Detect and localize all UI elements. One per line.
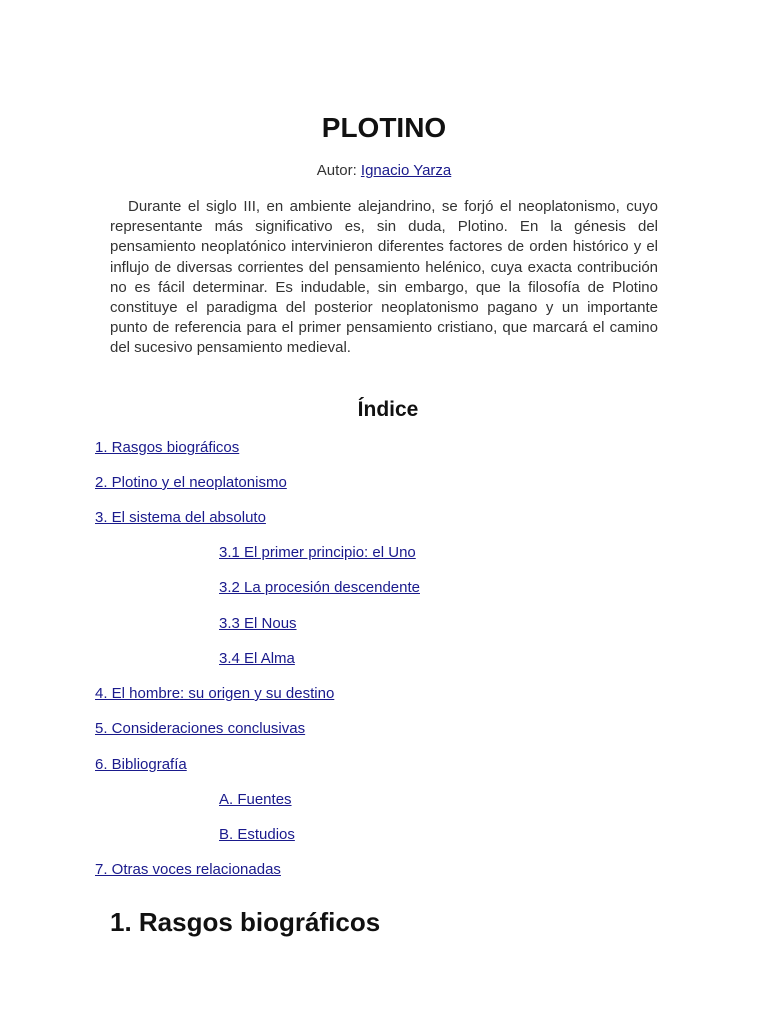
toc-link-primer-principio[interactable]: 3.1 El primer principio: el Uno bbox=[219, 544, 416, 561]
author-line bbox=[0, 160, 768, 182]
toc-item bbox=[95, 438, 239, 458]
section-heading: 1. Rasgos biográficos bbox=[110, 907, 381, 937]
toc-item bbox=[95, 860, 281, 880]
toc-item bbox=[219, 790, 292, 810]
toc-link-alma[interactable]: 3.4 El Alma bbox=[219, 650, 295, 667]
toc-item bbox=[219, 578, 420, 598]
toc-link-consideraciones-conclusivas[interactable]: 5. Consideraciones conclusivas bbox=[95, 720, 306, 737]
toc-item bbox=[95, 719, 305, 739]
toc-item bbox=[219, 649, 295, 669]
toc-link-estudios[interactable]: B. Estudios bbox=[219, 826, 295, 843]
author-link[interactable]: Ignacio Yarza bbox=[360, 162, 452, 179]
toc-link-procesion-descendente[interactable]: 3.2 La procesión descendente bbox=[219, 579, 420, 596]
toc-item bbox=[95, 684, 334, 704]
author-label: Autor: bbox=[316, 162, 361, 179]
intro-paragraph: Durante el siglo III, en ambiente alejandrino, se forjó el neoplatonismo, cuyo representante más significativo es, sin duda, Plotino. En la génesis del pensamiento neoplatónico intervinieron diferentes factores de orden histórico y el influjo de diversas corrientes del pensamiento helénico, cuya exacta contribución no es fácil determinar. Es indudable, sin embargo, que la filosofía de Plotino constituye el paradigma del posterior neoplatonismo pagano y un importante punto de referencia para el primer pensamiento cristiano, que marcará el camino del sucesivo pensamiento medieval. bbox=[110, 198, 658, 357]
index-heading: Índice bbox=[357, 398, 419, 421]
toc-link-plotino-neoplatonismo[interactable]: 2. Plotino y el neoplatonismo bbox=[95, 474, 287, 491]
toc-item bbox=[219, 543, 416, 563]
toc-link-bibliografia[interactable]: 6. Bibliografía bbox=[95, 756, 187, 773]
toc-item bbox=[95, 473, 287, 493]
toc-item bbox=[219, 614, 297, 634]
toc-link-sistema-absoluto[interactable]: 3. El sistema del absoluto bbox=[95, 509, 266, 526]
toc-item bbox=[95, 755, 187, 775]
toc-link-rasgos-biograficos[interactable]: 1. Rasgos biográficos bbox=[95, 439, 240, 456]
toc-link-nous[interactable]: 3.3 El Nous bbox=[219, 615, 297, 632]
document-title: PLOTINO bbox=[321, 112, 447, 143]
toc-item bbox=[95, 508, 266, 528]
toc-item bbox=[219, 825, 295, 845]
toc-link-fuentes[interactable]: A. Fuentes bbox=[219, 791, 292, 808]
toc-link-otras-voces[interactable]: 7. Otras voces relacionadas bbox=[95, 861, 281, 878]
toc-link-hombre-origen-destino[interactable]: 4. El hombre: su origen y su destino bbox=[95, 685, 335, 702]
